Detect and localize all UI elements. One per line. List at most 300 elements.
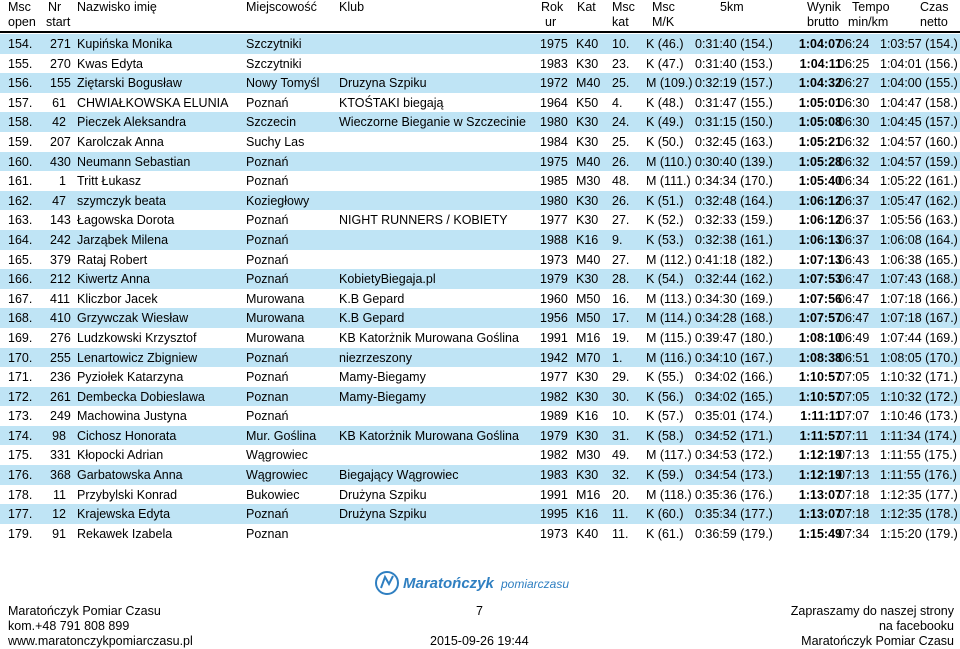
col-gender-place: M (114.) bbox=[646, 311, 692, 326]
col-category-place: 10. bbox=[612, 37, 630, 51]
col-pace: 06:32 bbox=[838, 154, 870, 169]
col-club: Biegający Wągrowiec bbox=[339, 468, 459, 483]
col-place: 162. bbox=[8, 193, 33, 208]
col-pace: 06:24 bbox=[838, 37, 870, 51]
col-category-place: 32. bbox=[612, 468, 630, 483]
col-net-time: 1:06:08 (164.) bbox=[880, 232, 958, 247]
col-pace: 06:32 bbox=[838, 134, 870, 149]
col-gender-place: K (61.) bbox=[646, 526, 684, 541]
col-gender-place: K (55.) bbox=[646, 370, 684, 385]
table-row bbox=[0, 112, 960, 132]
col-gender-place: K (58.) bbox=[646, 428, 684, 443]
col-name: Pieczek Aleksandra bbox=[77, 115, 187, 130]
table-row bbox=[0, 524, 960, 544]
col-pace: 07:34 bbox=[838, 526, 870, 541]
col-gross-time: 1:08:38 bbox=[798, 350, 842, 365]
col-category: K50 bbox=[576, 95, 599, 110]
col-category-place: 29. bbox=[612, 370, 630, 385]
col-name: Karolczak Anna bbox=[77, 134, 164, 149]
header-netto: netto bbox=[920, 15, 948, 29]
col-bib: 98 bbox=[52, 428, 66, 443]
table-row bbox=[0, 152, 960, 172]
col-place: 172. bbox=[8, 389, 33, 404]
col-category-place: 26. bbox=[612, 154, 630, 169]
col-category: K16 bbox=[576, 507, 599, 522]
col-name: Grzywczak Wiesław bbox=[77, 311, 189, 326]
col-5km: 0:31:15 (150.) bbox=[695, 115, 773, 130]
footer-company: Maratończyk Pomiar Czasu bbox=[8, 604, 161, 618]
col-bib: 236 bbox=[50, 370, 71, 385]
col-5km: 0:32:33 (159.) bbox=[695, 213, 773, 228]
col-bib: 331 bbox=[50, 448, 71, 463]
col-year: 1960 bbox=[540, 291, 568, 306]
col-pace: 06:30 bbox=[838, 115, 870, 130]
col-year: 1980 bbox=[540, 115, 568, 130]
header-ur: ur bbox=[545, 15, 557, 29]
col-net-time: 1:07:44 (169.) bbox=[880, 330, 958, 345]
col-bib: 379 bbox=[50, 252, 71, 267]
col-category-place: 9. bbox=[612, 232, 623, 247]
logo-sub: pomiarczasu bbox=[501, 577, 570, 591]
col-net-time: 1:04:00 (155.) bbox=[880, 76, 958, 91]
col-bib: 411 bbox=[50, 291, 70, 306]
header-czas: Czas bbox=[920, 0, 949, 14]
col-city: Murowana bbox=[246, 291, 305, 306]
col-5km: 0:31:40 (153.) bbox=[695, 56, 773, 71]
col-gross-time: 1:10:57 bbox=[798, 389, 842, 404]
col-club: K.B Gepard bbox=[339, 311, 405, 326]
col-name: Neumann Sebastian bbox=[77, 154, 191, 169]
header-nr: Nr bbox=[48, 0, 62, 14]
col-pace: 06:43 bbox=[838, 252, 870, 267]
col-club: KB Katorżnik Murowana Goślina bbox=[339, 330, 519, 345]
col-category-place: 19. bbox=[612, 330, 630, 345]
header-divider bbox=[0, 31, 960, 33]
col-category: K30 bbox=[576, 213, 599, 228]
col-city: Szczytniki bbox=[246, 56, 302, 71]
col-category: M30 bbox=[576, 174, 601, 189]
header-msc3: Msc bbox=[652, 0, 675, 14]
col-gender-place: K (50.) bbox=[646, 134, 684, 149]
col-year: 1973 bbox=[540, 252, 568, 267]
col-name: Łagowska Dorota bbox=[77, 213, 175, 228]
col-category: M16 bbox=[576, 487, 601, 502]
col-category-place: 27. bbox=[612, 213, 630, 228]
col-name: Tritt Łukasz bbox=[77, 174, 142, 189]
col-gender-place: K (48.) bbox=[646, 95, 684, 110]
col-place: 168. bbox=[8, 311, 33, 326]
header-kat: Kat bbox=[577, 0, 596, 14]
col-gross-time: 1:04:07 bbox=[798, 37, 842, 51]
col-5km: 0:31:40 (154.) bbox=[695, 37, 773, 51]
col-place: 176. bbox=[8, 468, 33, 483]
col-gross-time: 1:10:57 bbox=[798, 370, 842, 385]
col-city: Poznań bbox=[246, 350, 289, 365]
col-5km: 0:32:45 (163.) bbox=[695, 134, 773, 149]
col-category: M40 bbox=[576, 252, 601, 267]
col-gross-time: 1:05:01 bbox=[798, 95, 842, 110]
col-5km: 0:34:02 (165.) bbox=[695, 389, 773, 404]
col-city: Koziegłowy bbox=[246, 193, 310, 208]
col-city: Szczytniki bbox=[246, 37, 302, 51]
col-bib: 410 bbox=[50, 311, 71, 326]
header-city: Miejscowość bbox=[246, 0, 317, 14]
col-pace: 06:30 bbox=[838, 95, 870, 110]
header-rok: Rok bbox=[541, 0, 564, 14]
col-gross-time: 1:05:08 bbox=[798, 115, 842, 130]
col-year: 1983 bbox=[540, 56, 568, 71]
col-net-time: 1:04:01 (156.) bbox=[880, 56, 958, 71]
col-category: K16 bbox=[576, 409, 599, 424]
col-gender-place: K (49.) bbox=[646, 115, 684, 130]
col-place: 177. bbox=[8, 507, 33, 522]
col-year: 1975 bbox=[540, 154, 568, 169]
col-net-time: 1:15:20 (179.) bbox=[880, 526, 958, 541]
col-name: Kupińska Monika bbox=[77, 37, 173, 51]
table-row bbox=[0, 191, 960, 211]
col-5km: 0:32:48 (164.) bbox=[695, 193, 773, 208]
col-place: 165. bbox=[8, 252, 33, 267]
col-bib: 276 bbox=[50, 330, 71, 345]
col-place: 154. bbox=[8, 37, 33, 51]
col-bib: 91 bbox=[52, 526, 66, 541]
col-net-time: 1:11:34 (174.) bbox=[880, 428, 957, 443]
col-gender-place: M (111.) bbox=[646, 174, 691, 189]
col-gross-time: 1:08:10 bbox=[798, 330, 842, 345]
col-net-time: 1:07:43 (168.) bbox=[880, 272, 958, 287]
col-5km: 0:35:01 (174.) bbox=[695, 409, 773, 424]
col-gross-time: 1:13:07 bbox=[798, 507, 842, 522]
col-gross-time: 1:06:13 bbox=[798, 232, 842, 247]
col-place: 160. bbox=[8, 154, 33, 169]
col-category: M40 bbox=[576, 76, 601, 91]
col-net-time: 1:04:57 (159.) bbox=[880, 154, 958, 169]
col-year: 1956 bbox=[540, 311, 568, 326]
col-name: Dembecka Dobieslawa bbox=[77, 389, 205, 404]
col-club: Mamy-Biegamy bbox=[339, 370, 426, 385]
col-net-time: 1:04:57 (160.) bbox=[880, 134, 958, 149]
col-category: M16 bbox=[576, 330, 601, 345]
col-place: 156. bbox=[8, 76, 33, 91]
col-gender-place: M (113.) bbox=[646, 291, 692, 306]
col-net-time: 1:12:35 (178.) bbox=[880, 507, 958, 522]
col-category: K30 bbox=[576, 272, 599, 287]
col-pace: 07:13 bbox=[838, 448, 870, 463]
header-msc2: Msc bbox=[612, 0, 635, 14]
footer-invite: Zapraszamy do naszej strony bbox=[790, 604, 954, 618]
footer-facebook: na facebooku bbox=[878, 619, 954, 633]
col-net-time: 1:06:38 (165.) bbox=[880, 252, 958, 267]
header-start: start bbox=[46, 15, 71, 29]
col-year: 1982 bbox=[540, 389, 568, 404]
col-gender-place: M (118.) bbox=[646, 487, 692, 502]
header-kat2: kat bbox=[612, 15, 629, 29]
header-msc: Msc bbox=[8, 0, 31, 14]
footer-page-number: 7 bbox=[476, 604, 483, 618]
col-5km: 0:34:34 (170.) bbox=[695, 174, 773, 189]
col-bib: 212 bbox=[50, 272, 71, 287]
col-5km: 0:32:19 (157.) bbox=[695, 76, 773, 91]
col-bib: 143 bbox=[50, 213, 71, 228]
col-category-place: 27. bbox=[612, 252, 630, 267]
col-gross-time: 1:13:07 bbox=[798, 487, 842, 502]
col-club: niezrzeszony bbox=[339, 350, 412, 365]
col-category: K40 bbox=[576, 37, 599, 51]
col-gender-place: M (117.) bbox=[646, 448, 692, 463]
col-name: Rekawek Izabela bbox=[77, 526, 173, 541]
col-category: M50 bbox=[576, 311, 601, 326]
col-pace: 06:25 bbox=[838, 56, 870, 71]
header-name: Nazwisko imię bbox=[77, 0, 157, 14]
table-row bbox=[0, 230, 960, 250]
col-5km: 0:35:36 (176.) bbox=[695, 487, 773, 502]
col-year: 1979 bbox=[540, 272, 568, 287]
col-5km: 0:34:10 (167.) bbox=[695, 350, 773, 365]
col-club: Druzyna Szpiku bbox=[339, 76, 427, 91]
col-name: Lenartowicz Zbigniew bbox=[77, 350, 198, 365]
col-year: 1985 bbox=[540, 174, 568, 189]
col-name: Kliczbor Jacek bbox=[77, 291, 158, 306]
table-row bbox=[0, 367, 960, 387]
col-net-time: 1:03:57 (154.) bbox=[880, 37, 958, 51]
col-category-place: 10. bbox=[612, 409, 630, 424]
table-row bbox=[0, 269, 960, 289]
col-bib: 368 bbox=[50, 468, 71, 483]
col-city: Poznań bbox=[246, 272, 289, 287]
col-year: 1973 bbox=[540, 526, 568, 541]
col-city: Murowana bbox=[246, 311, 305, 326]
col-gender-place: M (110.) bbox=[646, 154, 692, 169]
footer-fb-name: Maratończyk Pomiar Czasu bbox=[801, 634, 954, 648]
col-name: Kiwertz Anna bbox=[77, 272, 150, 287]
col-place: 173. bbox=[8, 409, 33, 424]
col-net-time: 1:11:55 (176.) bbox=[880, 468, 957, 483]
header-club: Klub bbox=[339, 0, 365, 14]
col-category-place: 24. bbox=[612, 115, 630, 130]
col-gross-time: 1:12:19 bbox=[798, 468, 842, 483]
col-bib: 61 bbox=[52, 95, 66, 110]
col-name: Kłopocki Adrian bbox=[77, 448, 164, 463]
col-5km: 0:31:47 (155.) bbox=[695, 95, 773, 110]
table-row bbox=[0, 426, 960, 446]
col-city: Poznań bbox=[246, 507, 289, 522]
col-category-place: 11. bbox=[612, 507, 629, 522]
table-row bbox=[0, 289, 960, 309]
col-name: Ludzkowski Krzysztof bbox=[77, 330, 197, 345]
col-club: NIGHT RUNNERS / KOBIETY bbox=[339, 213, 508, 228]
col-category-place: 4. bbox=[612, 95, 623, 110]
col-gender-place: M (115.) bbox=[646, 330, 692, 345]
col-city: Poznań bbox=[246, 154, 289, 169]
col-gross-time: 1:04:32 bbox=[798, 76, 842, 91]
col-gender-place: M (109.) bbox=[646, 76, 693, 91]
table-row bbox=[0, 250, 960, 270]
col-category: K30 bbox=[576, 134, 599, 149]
col-5km: 0:32:44 (162.) bbox=[695, 272, 773, 287]
col-category: K30 bbox=[576, 389, 599, 404]
footer-website: www.maratonczykpomiarczasu.pl bbox=[8, 634, 193, 648]
footer-phone: kom.+48 791 808 899 bbox=[8, 619, 130, 633]
col-gender-place: K (57.) bbox=[646, 409, 684, 424]
col-pace: 06:37 bbox=[838, 232, 870, 247]
col-pace: 06:47 bbox=[838, 311, 870, 326]
col-gross-time: 1:04:11 bbox=[799, 56, 842, 71]
col-bib: 11 bbox=[53, 487, 66, 502]
col-place: 163. bbox=[8, 213, 33, 228]
col-city: Poznań bbox=[246, 95, 289, 110]
col-city: Nowy Tomyśl bbox=[246, 76, 320, 91]
col-bib: 207 bbox=[50, 134, 71, 149]
header-open: open bbox=[8, 15, 36, 29]
col-name: Krajewska Edyta bbox=[77, 507, 171, 522]
col-bib: 12 bbox=[52, 507, 66, 522]
col-5km: 0:34:52 (171.) bbox=[695, 428, 773, 443]
col-year: 1995 bbox=[540, 507, 568, 522]
col-gender-place: K (53.) bbox=[646, 232, 684, 247]
col-name: Jarząbek Milena bbox=[77, 232, 169, 247]
col-place: 161. bbox=[8, 174, 33, 189]
col-net-time: 1:10:32 (171.) bbox=[880, 370, 958, 385]
col-city: Poznań bbox=[246, 370, 289, 385]
col-name: Przybylski Konrad bbox=[77, 487, 178, 502]
col-gross-time: 1:11:11 bbox=[800, 409, 842, 424]
table-row bbox=[0, 308, 960, 328]
col-year: 1977 bbox=[540, 213, 568, 228]
col-5km: 0:41:18 (182.) bbox=[695, 252, 773, 267]
col-club: Wieczorne Bieganie w Szczecinie bbox=[339, 115, 526, 130]
table-row bbox=[0, 445, 960, 465]
col-category: K40 bbox=[576, 526, 599, 541]
col-pace: 07:18 bbox=[838, 507, 870, 522]
col-category-place: 49. bbox=[612, 448, 630, 463]
col-gender-place: K (47.) bbox=[646, 56, 684, 71]
header-mk: M/K bbox=[652, 15, 675, 29]
col-year: 1982 bbox=[540, 448, 568, 463]
col-year: 1984 bbox=[540, 134, 568, 149]
col-name: Ziętarski Bogusław bbox=[77, 76, 182, 91]
col-bib: 249 bbox=[50, 409, 71, 424]
col-year: 1979 bbox=[540, 428, 568, 443]
col-5km: 0:35:34 (177.) bbox=[695, 507, 773, 522]
col-place: 159. bbox=[8, 134, 33, 149]
col-pace: 07:11 bbox=[838, 428, 869, 443]
col-category-place: 30. bbox=[612, 389, 630, 404]
col-pace: 06:47 bbox=[838, 272, 870, 287]
col-gender-place: M (116.) bbox=[646, 350, 692, 365]
results-table bbox=[0, 34, 960, 543]
col-bib: 47 bbox=[52, 193, 66, 208]
col-city: Suchy Las bbox=[246, 134, 305, 149]
col-club: KTOŚTAKI biegają bbox=[339, 95, 444, 110]
table-row bbox=[0, 348, 960, 368]
col-gross-time: 1:06:12 bbox=[798, 213, 842, 228]
col-year: 1988 bbox=[540, 232, 568, 247]
col-bib: 155 bbox=[50, 76, 71, 91]
col-bib: 261 bbox=[50, 389, 71, 404]
col-place: 157. bbox=[8, 95, 33, 110]
table-row bbox=[0, 54, 960, 74]
col-category: M30 bbox=[576, 448, 601, 463]
col-category: K16 bbox=[576, 232, 599, 247]
col-city: Poznań bbox=[246, 174, 289, 189]
col-year: 1983 bbox=[540, 468, 568, 483]
col-category-place: 17. bbox=[612, 311, 630, 326]
col-pace: 06:34 bbox=[838, 174, 870, 189]
col-pace: 06:51 bbox=[838, 350, 870, 365]
col-year: 1989 bbox=[540, 409, 568, 424]
col-gross-time: 1:07:57 bbox=[798, 311, 842, 326]
col-city: Murowana bbox=[246, 330, 305, 345]
table-row bbox=[0, 328, 960, 348]
table-row bbox=[0, 93, 960, 113]
col-pace: 06:47 bbox=[838, 291, 870, 306]
col-gender-place: K (46.) bbox=[646, 37, 684, 51]
col-pace: 07:05 bbox=[838, 370, 870, 385]
col-pace: 07:07 bbox=[838, 409, 870, 424]
col-place: 174. bbox=[8, 428, 33, 443]
col-category: M50 bbox=[576, 291, 601, 306]
col-net-time: 1:07:18 (166.) bbox=[880, 291, 958, 306]
col-net-time: 1:05:56 (163.) bbox=[880, 213, 958, 228]
table-row bbox=[0, 171, 960, 191]
col-category-place: 1. bbox=[612, 350, 623, 365]
header-wynik: Wynik bbox=[807, 0, 841, 14]
header-minkm: min/km bbox=[848, 15, 889, 29]
col-name: Machowina Justyna bbox=[77, 409, 187, 424]
col-club: Mamy-Biegamy bbox=[339, 389, 426, 404]
col-5km: 0:34:54 (173.) bbox=[695, 468, 773, 483]
col-name: Pyziołek Katarzyna bbox=[77, 370, 184, 385]
col-gross-time: 1:06:12 bbox=[798, 193, 842, 208]
col-club: Drużyna Szpiku bbox=[339, 507, 427, 522]
col-net-time: 1:10:46 (173.) bbox=[880, 409, 958, 424]
col-bib: 271 bbox=[50, 37, 71, 51]
col-city: Poznań bbox=[246, 252, 289, 267]
col-name: Garbatowska Anna bbox=[77, 468, 183, 483]
col-category: K30 bbox=[576, 56, 599, 71]
col-5km: 0:34:02 (166.) bbox=[695, 370, 773, 385]
col-category-place: 26. bbox=[612, 193, 630, 208]
col-gross-time: 1:12:19 bbox=[798, 448, 842, 463]
col-year: 1991 bbox=[540, 330, 568, 345]
col-category: K30 bbox=[576, 193, 599, 208]
col-city: Poznan bbox=[246, 389, 289, 404]
table-row bbox=[0, 485, 960, 505]
col-category: M40 bbox=[576, 154, 601, 169]
col-place: 169. bbox=[8, 330, 33, 345]
col-city: Bukowiec bbox=[246, 487, 300, 502]
col-name: Rataj Robert bbox=[77, 252, 148, 267]
col-gender-place: K (60.) bbox=[646, 507, 684, 522]
col-club: Drużyna Szpiku bbox=[339, 487, 427, 502]
col-club: K.B Gepard bbox=[339, 291, 405, 306]
col-category-place: 23. bbox=[612, 56, 630, 71]
col-gender-place: K (59.) bbox=[646, 468, 684, 483]
col-city: Poznań bbox=[246, 213, 289, 228]
col-category-place: 48. bbox=[612, 174, 630, 189]
col-gender-place: K (56.) bbox=[646, 389, 684, 404]
col-gross-time: 1:07:53 bbox=[798, 272, 842, 287]
col-place: 178. bbox=[8, 487, 33, 502]
col-category-place: 20. bbox=[612, 487, 630, 502]
col-5km: 0:34:53 (172.) bbox=[695, 448, 773, 463]
col-bib: 430 bbox=[50, 154, 71, 169]
col-5km: 0:34:28 (168.) bbox=[695, 311, 773, 326]
col-5km: 0:36:59 (179.) bbox=[695, 526, 773, 541]
col-city: Poznań bbox=[246, 232, 289, 247]
col-category-place: 28. bbox=[612, 272, 630, 287]
col-gross-time: 1:05:40 bbox=[798, 174, 842, 189]
